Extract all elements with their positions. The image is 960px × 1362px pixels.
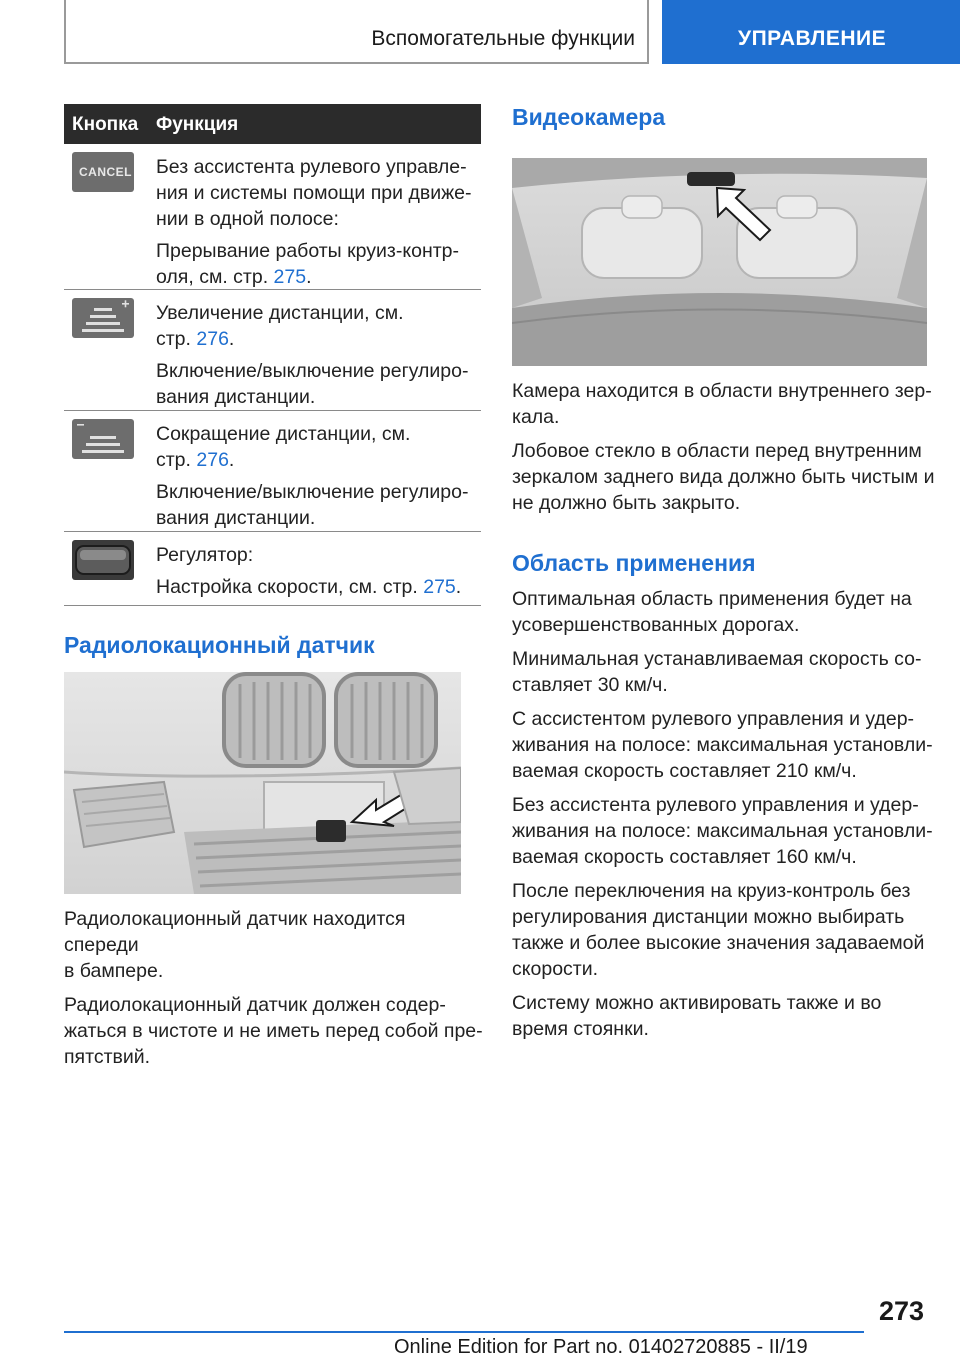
text-line: живания на полосе: максимальная установли-	[512, 734, 933, 756]
camera-text	[512, 378, 942, 516]
text-line: время стоянки.	[512, 1018, 649, 1040]
page-link[interactable]: 275	[423, 576, 456, 598]
header-chapter-tab[interactable]	[662, 0, 960, 64]
table-row	[64, 532, 481, 606]
text-line: живания на полосе: максимальная установли-	[512, 820, 933, 842]
text-line: После переключения на круиз-контроль без	[512, 880, 911, 902]
text-span: стр.	[156, 328, 197, 350]
text-line: в бампере.	[64, 960, 164, 982]
text-span: .	[306, 266, 312, 288]
table-row	[64, 144, 481, 290]
page-link[interactable]: 276	[196, 328, 229, 350]
text-line: Систему можно активировать также и во	[512, 992, 882, 1014]
text-line: ваемая скорость составляет 160 км/ч.	[512, 846, 857, 868]
distance-decrease-icon	[72, 419, 134, 459]
text-line: Лобовое стекло в области перед внутренним	[512, 440, 922, 462]
page-number: 273	[878, 1296, 924, 1326]
text-line	[156, 574, 461, 600]
text-line: кала.	[512, 406, 560, 428]
text-line: ния и системы помощи при движе-	[156, 182, 472, 204]
text-line: Радиолокационный датчик должен содер-	[64, 994, 446, 1016]
text-line: вания дистанции.	[156, 386, 316, 408]
header-chapter-title: УПРАВЛЕНИЕ	[738, 27, 887, 50]
header-section-box	[64, 0, 649, 64]
text-line: Увеличение дистанции, см.	[156, 302, 404, 324]
column-header-button: Кнопка	[72, 114, 139, 135]
distance-bars-graphic	[72, 298, 134, 338]
camera-section-title: Видеокамера	[512, 104, 666, 130]
text-line: Прерывание работы круиз-контр-	[156, 240, 459, 262]
cancel-icon-label: CANCEL	[79, 165, 132, 179]
page-link[interactable]: 275	[273, 266, 307, 288]
text-span: оля, см. стр.	[156, 266, 274, 288]
radar-text	[64, 906, 484, 1070]
scope-text	[512, 586, 942, 1042]
text-line: ставляет 30 км/ч.	[512, 674, 668, 696]
column-header-function: Функция	[156, 114, 239, 135]
text-line: Камера находится в области внутреннего зер-	[512, 380, 932, 402]
text-line: нии в одной полосе:	[156, 208, 339, 230]
scope-section-title: Область применения	[512, 550, 756, 576]
text-line	[156, 447, 468, 473]
text-span: .	[228, 328, 235, 350]
edition-note: Online Edition for Part no. 01402720885 - II/19	[394, 1336, 808, 1358]
text-line: зеркалом заднего вида должно быть чистым и	[512, 466, 935, 488]
text-line	[156, 326, 468, 352]
text-line: Минимальная устанавливаемая скорость со-	[512, 648, 922, 670]
text-line: Регулятор:	[156, 544, 254, 566]
interior-windshield-illustration	[512, 158, 927, 366]
text-span: Настройка скорости, см. стр.	[156, 576, 424, 598]
text-line: скорости.	[512, 958, 599, 980]
cancel-button-icon	[72, 152, 134, 192]
text-line	[156, 264, 471, 290]
row-description	[156, 542, 461, 600]
text-span: .	[455, 576, 462, 598]
table-row	[64, 290, 481, 411]
camera-photo	[512, 158, 927, 366]
text-span: .	[228, 449, 235, 471]
text-line: Без ассистента рулевого управле-	[156, 156, 467, 178]
text-line: усовершенствованных дорогах.	[512, 614, 800, 636]
text-span: стр.	[156, 449, 197, 471]
distance-bars-graphic	[72, 419, 134, 459]
footer-divider	[64, 1331, 864, 1333]
button-function-table	[64, 104, 481, 606]
text-line: также и более высокие значения задаваемой	[512, 932, 925, 954]
text-line: Радиолокационный датчик находится спереди	[64, 908, 406, 956]
text-line: Оптимальная область применения будет на	[512, 588, 912, 610]
rocker-switch-icon	[72, 540, 134, 580]
text-line: Включение/выключение регулиро-	[156, 481, 469, 503]
text-line: Включение/выключение регулиро-	[156, 360, 469, 382]
row-description	[156, 154, 471, 290]
front-bumper-illustration	[64, 672, 461, 894]
text-line: Без ассистента рулевого управления и удер-	[512, 794, 919, 816]
radar-section-title: Радиолокационный датчик	[64, 632, 375, 658]
text-line: пятствий.	[64, 1046, 151, 1068]
radar-sensor-photo	[64, 672, 461, 894]
rocker-graphic	[72, 540, 134, 580]
text-line: жаться в чистоте и не иметь перед собой пре-	[64, 1020, 483, 1042]
text-line: регулирования дистанции можно выбирать	[512, 906, 905, 928]
row-description	[156, 421, 468, 531]
header-section-title: Вспомогательные функции	[371, 27, 635, 50]
distance-increase-icon	[72, 298, 134, 338]
text-line: Сокращение дистанции, см.	[156, 423, 411, 445]
row-description	[156, 300, 468, 410]
text-line: С ассистентом рулевого управления и удер-	[512, 708, 915, 730]
table-row	[64, 411, 481, 532]
text-line: вания дистанции.	[156, 507, 316, 529]
text-line: не должно быть закрыто.	[512, 492, 741, 514]
table-header	[64, 104, 481, 144]
text-line: ваемая скорость составляет 210 км/ч.	[512, 760, 857, 782]
page-link[interactable]: 276	[196, 449, 229, 471]
